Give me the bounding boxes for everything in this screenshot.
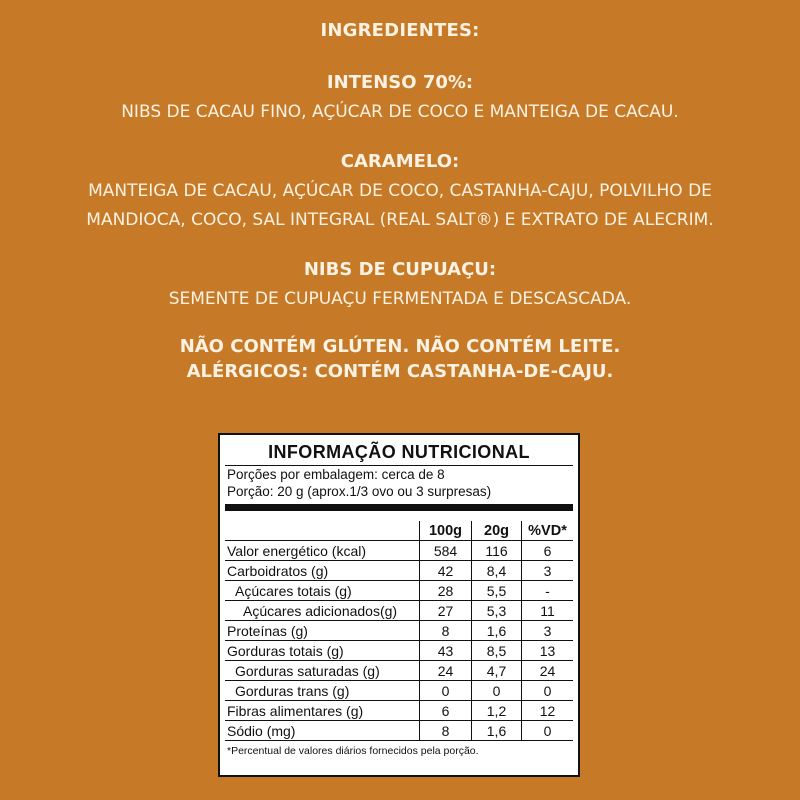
value-vd: 6 (522, 541, 574, 561)
nutrient-label: Gorduras totais (g) (225, 641, 420, 661)
column-header-20g: 20g (472, 521, 522, 541)
value-100g: 0 (420, 681, 472, 701)
gluten-dairy-notice: NÃO CONTÉM GLÚTEN. NÃO CONTÉM LEITE. (179, 336, 621, 357)
ingredient-block-intenso (0, 68, 800, 127)
value-100g: 42 (420, 561, 472, 581)
ingredients-section (0, 14, 800, 384)
column-header-vd: %VD* (522, 521, 574, 541)
value-100g: 8 (420, 721, 472, 741)
ingredient-block-title: INTENSO 70%: (326, 72, 474, 93)
table-row (225, 721, 573, 741)
nutrient-label: Gorduras saturadas (g) (225, 661, 420, 681)
nutrient-label: Gorduras trans (g) (225, 681, 420, 701)
table-row (225, 541, 573, 561)
value-100g: 8 (420, 621, 472, 641)
table-row (225, 601, 573, 621)
nutrient-label: Valor energético (kcal) (225, 541, 420, 561)
value-vd: 3 (522, 621, 574, 641)
table-row (225, 661, 573, 681)
column-header-100g: 100g (420, 521, 472, 541)
value-vd: 12 (522, 701, 574, 721)
value-20g: 4,7 (472, 661, 522, 681)
ingredient-block-caramelo (0, 147, 800, 235)
ingredient-block-text: MANTEIGA DE CACAU, AÇÚCAR DE COCO, CASTANHA-CAJU, POLVILHO DE (88, 181, 712, 201)
value-100g: 27 (420, 601, 472, 621)
nutrient-label: Fibras alimentares (g) (225, 701, 420, 721)
table-row (225, 681, 573, 701)
value-vd: 11 (522, 601, 574, 621)
nutrient-label: Carboidratos (g) (225, 561, 420, 581)
value-20g: 5,3 (472, 601, 522, 621)
value-100g: 28 (420, 581, 472, 601)
value-vd: 0 (522, 721, 574, 741)
nutrient-label: Açúcares adicionados(g) (225, 601, 420, 621)
value-vd: 3 (522, 561, 574, 581)
value-100g: 584 (420, 541, 472, 561)
nutrition-table (225, 521, 573, 741)
value-20g: 1,6 (472, 621, 522, 641)
table-row (225, 621, 573, 641)
ingredient-block-title: NIBS DE CUPUAÇU: (303, 259, 497, 280)
nutrition-title: INFORMAÇÃO NUTRICIONAL (225, 439, 573, 466)
value-100g: 6 (420, 701, 472, 721)
allergen-notice (0, 334, 800, 384)
value-20g: 1,6 (472, 721, 522, 741)
value-20g: 8,5 (472, 641, 522, 661)
ingredients-heading: INGREDIENTES: (320, 20, 480, 41)
table-header-row (225, 521, 573, 541)
footnote: *Percentual de valores diários fornecidos pela porção. (227, 745, 479, 757)
thick-divider (225, 504, 573, 511)
value-vd: 0 (522, 681, 574, 701)
ingredient-block-text: MANDIOCA, COCO, SAL INTEGRAL (REAL SALT®) E EXTRATO DE ALECRIM. (86, 210, 714, 230)
ingredient-block-text: SEMENTE DE CUPUAÇU FERMENTADA E DESCASCADA. (168, 289, 632, 309)
nutrient-label: Açúcares totais (g) (225, 581, 420, 601)
ingredient-block-title: CARAMELO: (340, 151, 460, 172)
servings-per-package: Porções por embalagem: cerca de 8 (227, 467, 445, 482)
value-20g: 116 (472, 541, 522, 561)
value-20g: 1,2 (472, 701, 522, 721)
serving-size: Porção: 20 g (aprox.1/3 ovo ou 3 surpresas) (227, 484, 492, 499)
table-row (225, 641, 573, 661)
ingredient-block-cupuacu (0, 255, 800, 314)
nutrition-facts-panel (218, 433, 580, 777)
table-row (225, 581, 573, 601)
allergen-warning: ALÉRGICOS: CONTÉM CASTANHA-DE-CAJU. (186, 361, 614, 382)
nutrient-label: Sódio (mg) (225, 721, 420, 741)
value-20g: 5,5 (472, 581, 522, 601)
value-vd: 24 (522, 661, 574, 681)
ingredient-block-text: NIBS DE CACAU FINO, AÇÚCAR DE COCO E MANTEIGA DE CACAU. (121, 102, 679, 122)
value-20g: 0 (472, 681, 522, 701)
nutrient-label: Proteínas (g) (225, 621, 420, 641)
header-blank-cell (225, 521, 420, 541)
value-20g: 8,4 (472, 561, 522, 581)
value-vd: 13 (522, 641, 574, 661)
value-vd: - (522, 581, 574, 601)
table-row (225, 561, 573, 581)
table-row (225, 701, 573, 721)
value-100g: 24 (420, 661, 472, 681)
value-100g: 43 (420, 641, 472, 661)
